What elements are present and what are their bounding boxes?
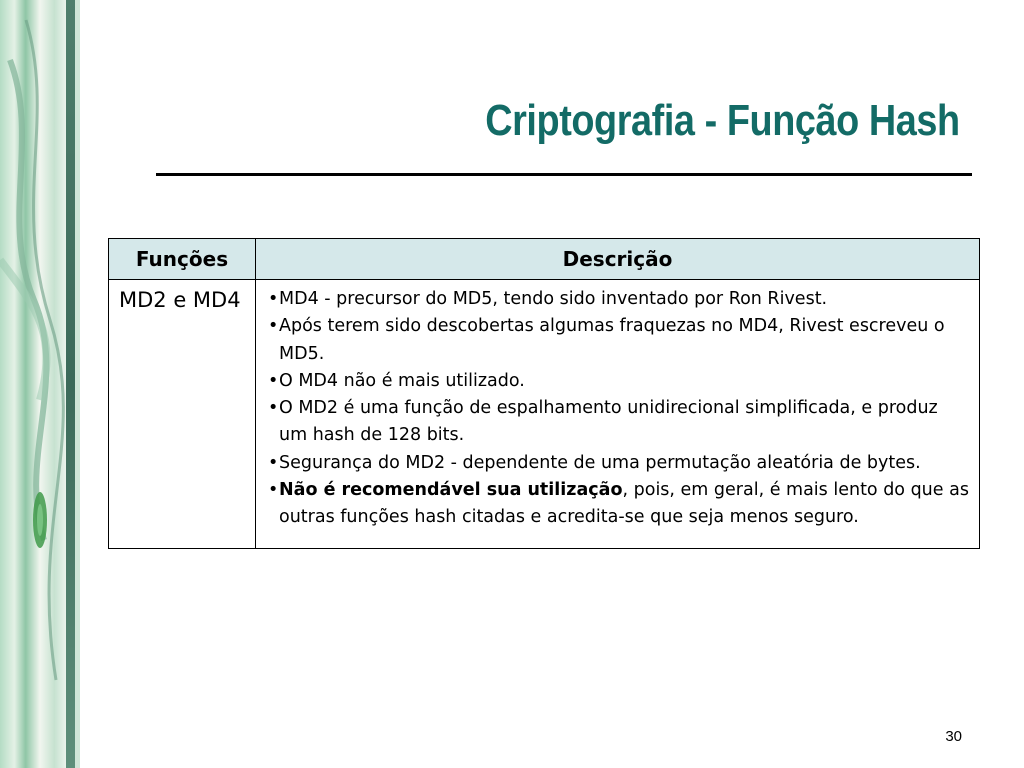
slide-title: Criptografia - Função Hash [485,96,960,145]
decorative-side-border [0,0,80,768]
bullet-bold-text: Não é recomendável sua utilização [279,480,623,501]
page-number: 30 [945,728,962,745]
bullet-dot-icon: • [268,398,279,419]
bullet-dot-icon: • [268,316,279,337]
bullet-dot-icon: • [268,289,279,309]
bullet-text: MD4 - precursor do MD5, tendo sido inventado por Ron Rivest. [279,289,828,309]
table-row [109,280,980,549]
bullet-text: O MD4 não é mais utilizado. [279,370,525,391]
bullet-dot-icon: • [268,480,279,501]
header-functions: Funções [109,239,256,280]
hash-functions-table [108,238,980,549]
bullet-text: O MD2 é uma função de espalhamento unidirecional simplificada, e produz um hash de 128 bits. [279,398,938,446]
bullet-item [268,313,969,368]
title-divider [156,173,972,176]
bullet-dot-icon: • [268,452,279,473]
bullet-item [268,368,969,395]
bullet-item [268,477,969,532]
bullet-text: Segurança do MD2 - dependente de uma permutação aleatória de bytes. [279,452,921,473]
bullet-item [268,395,969,450]
table-header-row [109,239,980,280]
bullet-item [268,450,969,477]
bullet-text: , pois, em geral, é mais lento do que as outras funções hash citadas e acredita-se que seja menos seguro. [279,480,969,528]
bullet-text: Após terem sido descobertas algumas fraquezas no MD4, Rivest escreveu o MD5. [279,316,945,364]
description-bullet-list [268,286,969,532]
description-cell [256,280,980,549]
bullet-dot-icon: • [268,370,279,391]
function-name-cell: MD2 e MD4 [109,280,256,549]
header-description: Descrição [256,239,980,280]
bullet-item [268,286,969,313]
